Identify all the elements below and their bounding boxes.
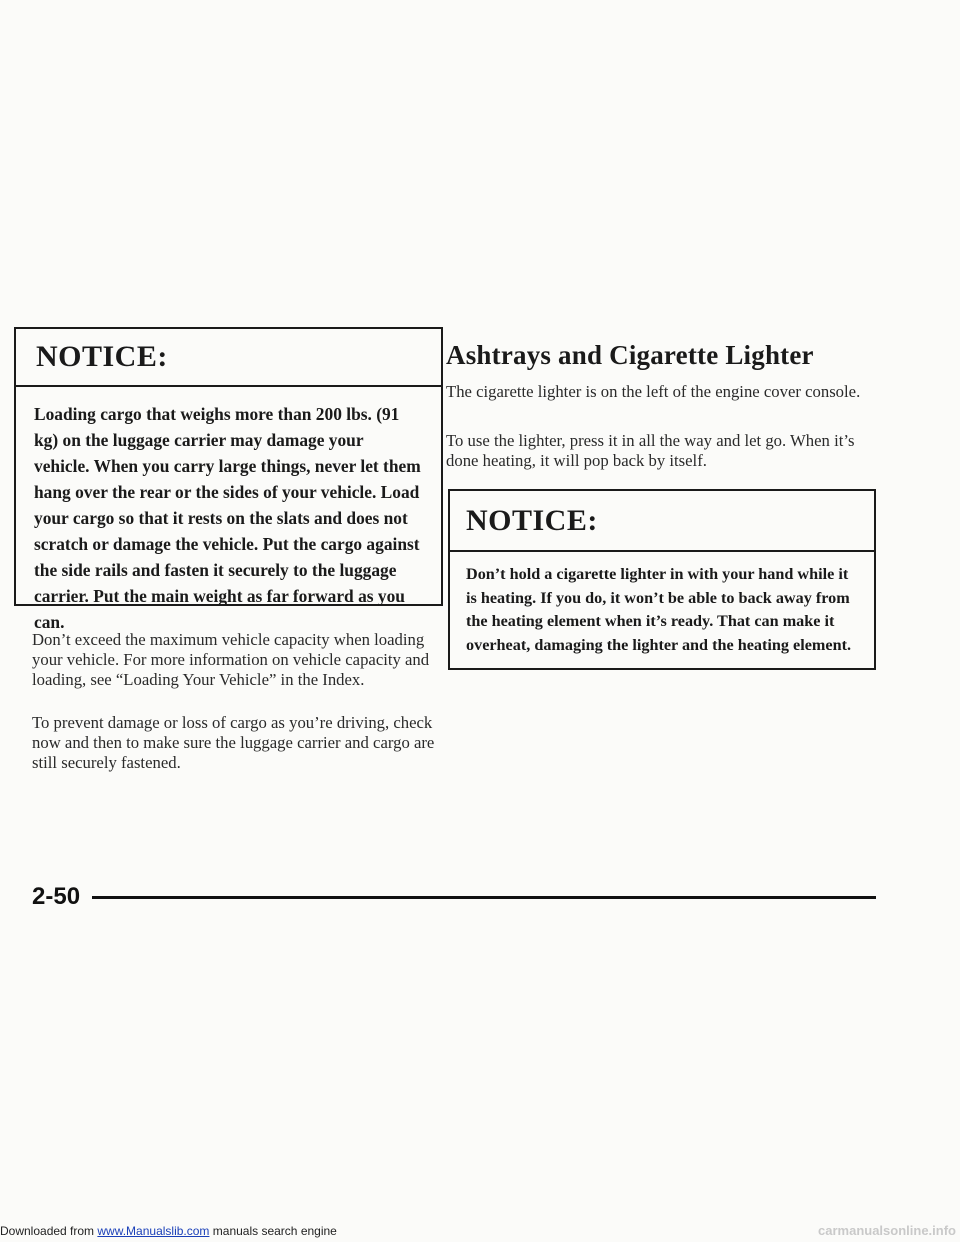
- watermark: carmanualsonline.info: [818, 1223, 956, 1238]
- notice-body: Don’t hold a cigarette lighter in with your hand while it is heating. If you do, it won’t be able to back away from the heating element when it’s ready. That can make it overheat, damaging the lighter and the heating element.: [466, 565, 852, 654]
- manualslib-link[interactable]: www.Manualslib.com: [97, 1224, 210, 1238]
- footer-rule: [92, 896, 876, 899]
- download-banner: [0, 1224, 337, 1238]
- capacity-paragraph: Don’t exceed the maximum vehicle capacity when loading your vehicle. For more information on vehicle capacity and loading, see “Loading Your Vehicle” in the Index.: [32, 630, 430, 689]
- cargo-notice-box: [14, 327, 443, 632]
- notice-body: Loading cargo that weighs more than 200 lbs. (91 kg) on the luggage carrier may damage your vehicle. When you carry large things, never let them hang over the rear or the sides of your vehicle. Load your cargo so that it rests on the slats and does not scratch or damage the vehicle. Put the cargo against the side rails and fasten it securely to the luggage carrier. Put the main weight as far forward as you can.: [34, 404, 421, 632]
- lighter-location-paragraph: The cigarette lighter is on the left of the engine cover console.: [446, 382, 861, 401]
- cargo-check-paragraph: To prevent damage or loss of cargo as you’re driving, check now and then to make sure the luggage carrier and cargo are still securely fastened.: [32, 713, 435, 772]
- notice-heading: NOTICE:: [450, 491, 874, 552]
- section-heading: Ashtrays and Cigarette Lighter: [446, 340, 814, 370]
- banner-suffix: manuals search engine: [209, 1224, 337, 1238]
- lighter-notice-box: [448, 489, 876, 670]
- banner-prefix: Downloaded from: [0, 1224, 98, 1238]
- notice-heading: NOTICE:: [16, 329, 441, 387]
- page-number: 2-50: [32, 883, 81, 910]
- lighter-usage-paragraph: To use the lighter, press it in all the way and let go. When it’s done heating, it will pop back by itself.: [446, 431, 855, 470]
